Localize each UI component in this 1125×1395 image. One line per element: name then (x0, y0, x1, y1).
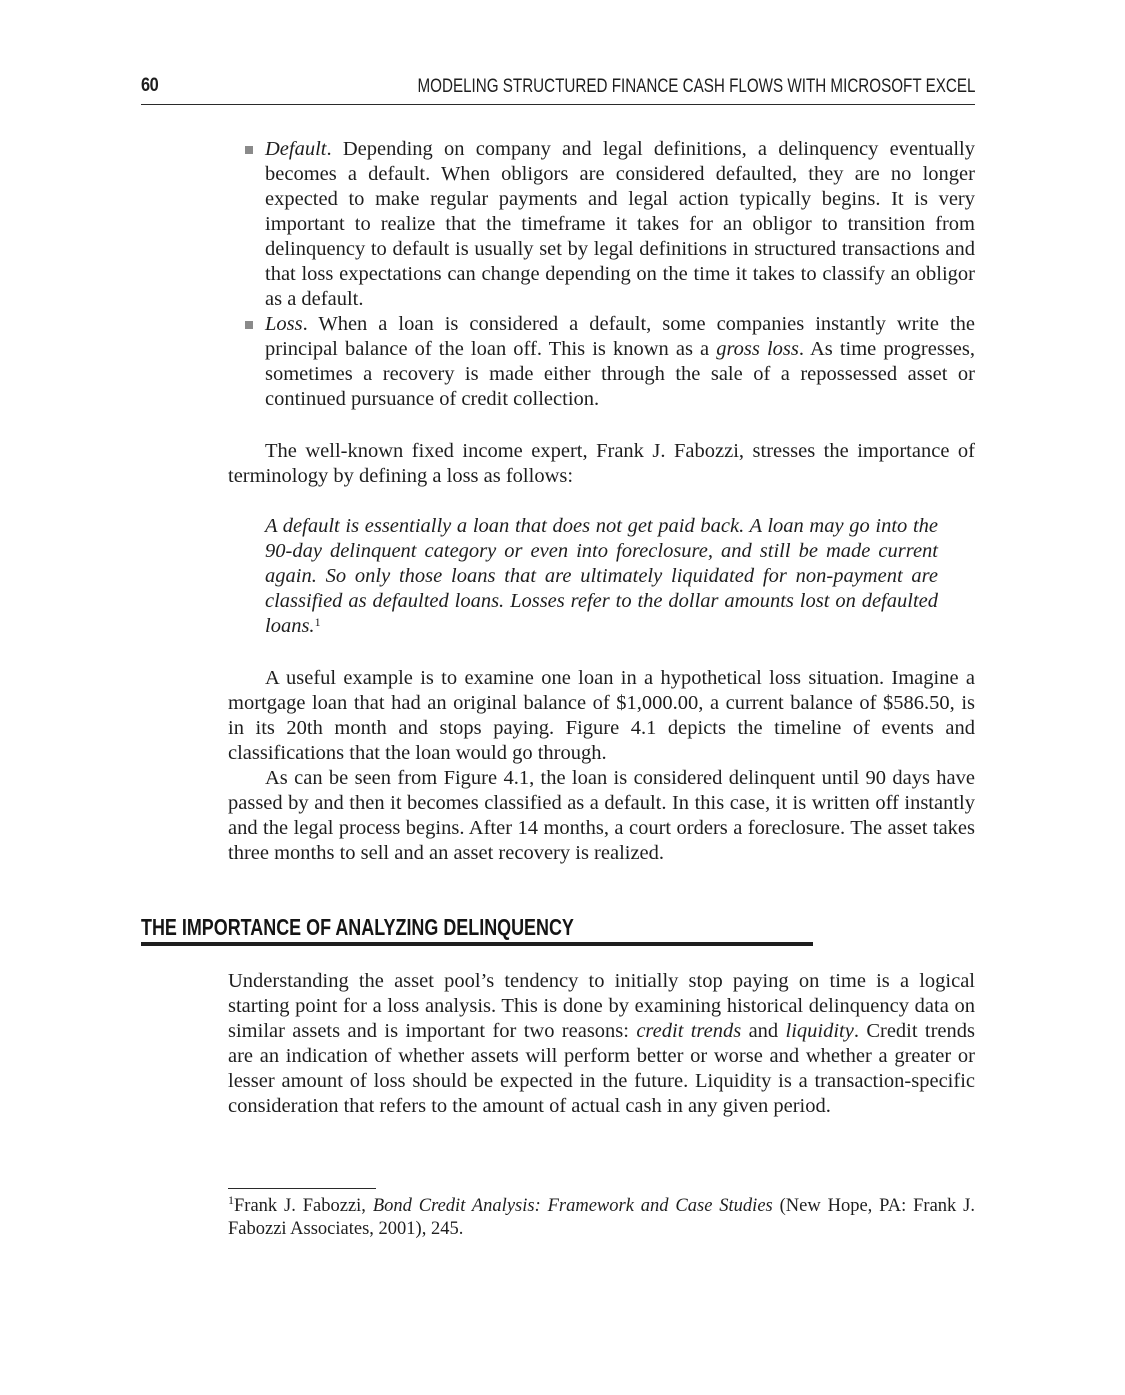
intro-paragraph: The well-known fixed income expert, Frank J. Fabozzi, stresses the importance of terminology by defining a loss as follows: (228, 440, 975, 487)
list-item (265, 137, 975, 312)
page-number: 60 (141, 75, 159, 96)
body-paragraph: As can be seen from Figure 4.1, the loan is considered delinquent until 90 days have passed by and then it becomes classified as a default. In this case, it is written off instantly and the legal process begins. After 14 months, a court orders a foreclosure. The asset takes three months to sell and an asset recovery is realized. (228, 767, 975, 864)
section-paragraph-text: Understanding the asset pool’s tendency to initially stop paying on time is a logical starting point for a loss analysis. This is done by examining historical delinquency data on similar assets and is important for two reasons: (228, 970, 975, 1042)
quote-text: A default is essentially a loan that does not get paid back. A loan may go into the 90-day delinquent category or even into foreclosure, and still be made current again. So only those loans that are ultimately liquidated for non-payment are classified as defaulted loans. Losses refer to the dollar amounts lost on defaulted loans. (265, 515, 938, 637)
section-paragraph-text: and (741, 1020, 786, 1042)
bullet-square-icon (245, 321, 253, 329)
section-heading-text: THE IMPORTANCE OF ANALYZING DELINQUENCY (141, 914, 574, 940)
footnote-number: 1 (228, 1193, 234, 1207)
list-item (265, 312, 975, 412)
emphasis-liquidity: liquidity (785, 1020, 854, 1042)
list-item-term: Default (265, 138, 327, 160)
footnote-rule (228, 1188, 376, 1189)
section-heading (141, 912, 813, 946)
emphasis-credit-trends: credit trends (636, 1020, 742, 1042)
footnote-reference: 1 (314, 615, 321, 629)
section-paragraph (228, 969, 975, 1119)
footnote (228, 1195, 975, 1241)
footnote-title: Bond Credit Analysis: Framework and Case Studies (372, 1196, 773, 1216)
footnote-citation: (New Hope, PA: Frank J. Fabozzi Associates, 2001), 245. (228, 1196, 975, 1239)
running-header (141, 74, 975, 105)
block-quote (265, 514, 938, 639)
list-item-text: . As time progresses, sometimes a recovery is made either through the sale of a repossessed asset or continued pursuance of credit collection. (265, 338, 976, 410)
section-paragraph-text: . Credit trends are an indication of whether assets will perform better or worse and whether a greater or lesser amount of loss should be expected in the future. Liquidity is a transaction-specific consideration that refers to the amount of actual cash in any given period. (228, 1020, 975, 1117)
list-item-text: . When a loan is considered a default, some companies instantly write the principal balance of the loan off. This is known as a (265, 313, 975, 360)
book-title: MODELING STRUCTURED FINANCE CASH FLOWS WITH MICROSOFT EXCEL (417, 76, 975, 97)
list-item-emphasis: gross loss (716, 338, 799, 360)
list-item-text: . Depending on company and legal definitions, a delinquency eventually becomes a default. When obligors are considered defaulted, they are no longer expected to make regular payments and legal action typically begins. It is very important to realize that the timeframe it takes for an obligor to transition from delinquency to default is usually set by legal definitions in structured transactions and that loss expectations can change depending on the time it takes to classify an obligor as a default. (265, 138, 975, 310)
footnote-author: Frank J. Fabozzi, (234, 1196, 373, 1216)
body-paragraph: A useful example is to examine one loan in a hypothetical loss situation. Imagine a mortgage loan that had an original balance of $1,000.00, a current balance of $586.50, is in its 20th month and stops paying. Figure 4.1 depicts the timeline of events and classifications that the loan would go through. (228, 667, 975, 764)
list-item-term: Loss (265, 313, 303, 335)
definition-list (265, 137, 975, 412)
bullet-square-icon (245, 146, 253, 154)
